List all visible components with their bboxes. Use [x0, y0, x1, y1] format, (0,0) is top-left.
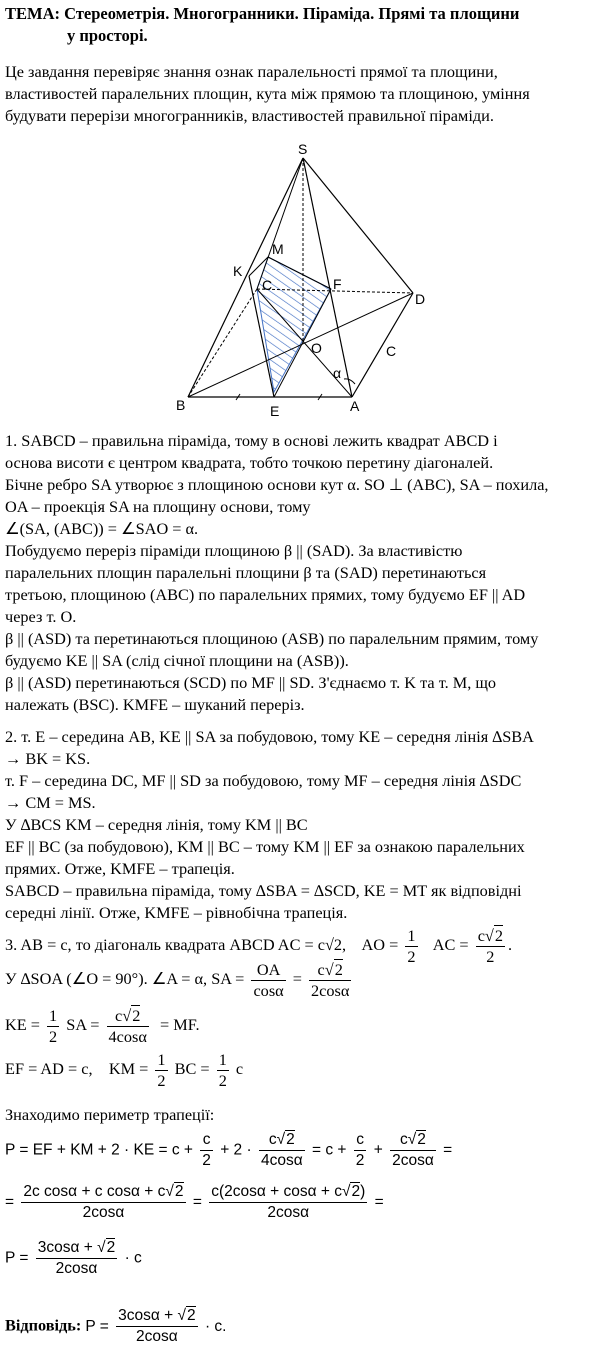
label-k: K [233, 263, 243, 279]
part2-line: SABCD – правильна піраміда, тому ∆SBA = ∆SCD, KE = MT як відповідні [5, 881, 522, 900]
perimeter-eq2: = $\frac{\text{2c cosα + c cosα + c√2}}{2\cos\alpha}$ = $\frac{c(2\cos\alpha + \cos\alpha + c√2)}{2\cos\alpha}$ = [5, 1183, 384, 1221]
answer: Відповідь: P = $\frac{3\cos\alpha + √2}{2\cos\alpha}$ · c. [5, 1307, 227, 1345]
page-title-line2: у просторі. [67, 26, 148, 45]
part1-line: основа висоти є центром квадрата, тобто точкою перетину діагоналей. [5, 453, 494, 472]
part3-line4: EF = AD = c, KM = $\frac{1}{2}$ BC = $\frac{1}{2}$ c [5, 1050, 244, 1090]
intro-line: Це завдання перевіряє знання ознак паралельності прямої та площини, [5, 62, 498, 81]
part1-line: OA – проекція SA на площину основи, тому [5, 497, 311, 516]
part1-line: через т. O. [5, 607, 77, 626]
part1-line: третьою, площиною (ABC) по паралельних прямих, тому будуємо EF || AD [5, 585, 526, 604]
label-e: E [270, 403, 280, 419]
label-o: O [311, 340, 322, 356]
part1-line: належать (BSC). KMFE – шуканий переріз. [5, 695, 305, 714]
part2-line: прямих. Отже, KMFE – трапеція. [5, 859, 235, 878]
label-m: M [272, 241, 284, 257]
answer-label: Відповідь: [5, 1315, 82, 1335]
part3-line3: KE = $\frac{1}{2}$ SA = $\frac{c√2}{4\cos\alpha}$ = MF. [5, 1006, 200, 1046]
part1-line: β || (ASD) перетинаються (SCD) по MF || SD. З'єднаємо т. K та т. M, що [5, 673, 497, 692]
label-c-right: C [386, 343, 397, 359]
part2-line: У ∆BCS KM – середня лінія, тому KM || BC [5, 815, 308, 834]
part3-line1: 3. AB = c, то діагональ квадрата ABCD AC = c√2, AO = $\frac{1}{2}$ AC = $\frac{c√2}{2}$ . [5, 926, 513, 966]
label-d: D [415, 291, 426, 307]
part2-line: → BK = KS. [5, 749, 91, 768]
part1-line: Побудуємо переріз піраміди площиною β || (SAD). За властивістю [5, 541, 463, 560]
label-c-left: C [262, 277, 273, 293]
part1-line: ∠(SA, (ABC)) = ∠SAO = α. [5, 519, 199, 538]
part2-line: EF || BC (за побудовою), KM || BC – тому KM || EF за ознакою паралельних [5, 837, 525, 856]
part2-line: 2. т. E – середина AB, KE || SA за побудовою, тому KE – середня лінія ∆SBA [5, 727, 534, 746]
pyramid-figure [170, 138, 440, 423]
label-a: A [350, 398, 360, 414]
intro-line: будувати перерізи многогранників, властивостей правильної піраміди. [5, 106, 494, 125]
intro-line: властивостей паралельних площин, кута між прямою та площиною, уміння [5, 84, 530, 103]
part1-line: 1. SABCD – правильна піраміда, тому в основі лежить квадрат ABCD і [5, 431, 498, 450]
label-f: F [333, 276, 342, 292]
part1-line: β || (ASD) та перетинаються площиною (ASB) по паралельним прямим, тому [5, 629, 539, 648]
label-alpha: α [333, 365, 342, 381]
part1-line: Бічне ребро SA утворює з площиною основи кут α. SO ⊥ (ABC), SA – похила, [5, 475, 549, 494]
label-b: B [176, 397, 186, 413]
perimeter-eq1: P = EF + KM + 2 · KE = c + $\frac{c}{2}$ + 2 · $\frac{c√2}{4\cos\alpha}$ = c + $\frac{c}{2}$ + $\frac{c√2}{2\cos\alpha}$ = [5, 1131, 453, 1169]
part3-line2: У ∆SOA (∠O = 90°). ∠A = α, SA = $\frac{OA}{\cos\alpha}$ = $\frac{c√2}{2\cos\alpha}$ [5, 960, 350, 1000]
part2-line: середні лінії. Отже, KMFE – рівнобічна трапеція. [5, 903, 348, 922]
part1-line: паралельних площин паралельні площини β та (SAD) перетинаються [5, 563, 487, 582]
perimeter-heading: Знаходимо периметр трапеції: [5, 1105, 215, 1124]
part2-line: т. F – середина DC, MF || SD за побудовою, тому MF – середня лінія ∆SDC [5, 771, 522, 790]
part1-line: будуємо KE || SA (слід січної площини на (ASB)). [5, 651, 349, 670]
label-s: S [298, 141, 308, 157]
page-title: ТЕМА: Стереометрія. Многогранники. Піраміда. Прямі та площини [5, 4, 520, 23]
perimeter-eq3: P = $\frac{3\cos\alpha + √2}{2\cos\alpha}$ · c [5, 1239, 142, 1277]
part2-line: → CM = MS. [5, 793, 96, 812]
